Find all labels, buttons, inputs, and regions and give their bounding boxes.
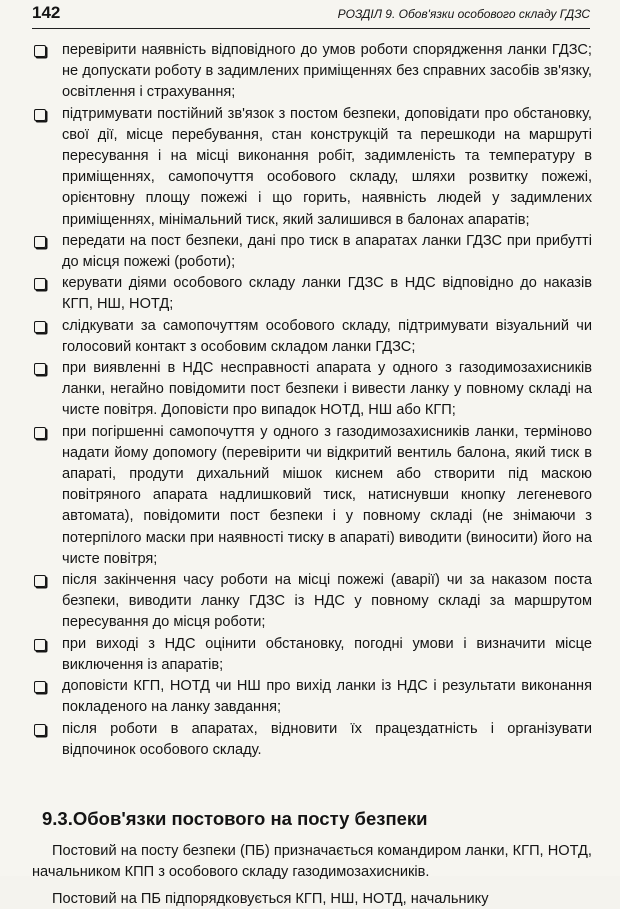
list-item [32, 422, 592, 570]
body-paragraph: Постовий на ПБ підпорядковується КГП, НШ, НОТД, начальнику [32, 889, 592, 909]
list-item-text: передати на пост безпеки, дані про тиск в апаратах ланки ГДЗС при прибутті до місця пожежі (роботи); [62, 233, 592, 270]
list-item [32, 570, 592, 634]
checkbox-bullet-icon [34, 109, 46, 121]
list-item-text: доповісти КГП, НОТД чи НШ про вихід ланки із НДС і результати виконання покладеного на ланку завдання; [62, 678, 592, 715]
checkbox-bullet-icon [34, 724, 46, 736]
checkbox-bullet-icon [34, 575, 46, 587]
checkbox-bullet-icon [34, 321, 46, 333]
checkbox-bullet-icon [34, 363, 46, 375]
list-item [32, 231, 592, 273]
list-item-text: слідкувати за самопочуттям особового складу, підтримувати візуальний чи голосовий контакт з особовим складом ланки ГДЗС; [62, 318, 592, 355]
list-item [32, 40, 592, 104]
list-item-text: при погіршенні самопочуття у одного з газодимозахисників ланки, терміново надати йому допомогу (перевірити чи відкритий вентиль балона, який тиск в апараті, продути дихальний мішок киснем або створити під маскою повітряного апарата надлишковий тиск, натиснувши кнопку легеневого автомата), повідомити пост безпеки і у повному складі (не знімаючи з потерпілого маски при наявності тиску в апараті) виводити (виносити) його на чисте повітря; [62, 424, 592, 567]
list-item [32, 358, 592, 422]
list-item [32, 316, 592, 358]
page-number: 142 [32, 3, 60, 23]
body-paragraph: Постовий на посту безпеки (ПБ) призначається командиром ланки, КГП, НОТД, начальником КПП з особового складу газодимозахисників. [32, 841, 592, 883]
section-heading: 9.3.Обов'язки постового на посту безпеки [32, 807, 592, 831]
list-item [32, 104, 592, 231]
list-item-text: керувати діями особового складу ланки ГДЗС в НДС відповідно до наказів КГП, НШ, НОТД; [62, 275, 592, 312]
checkbox-bullet-icon [34, 427, 46, 439]
checkbox-bullet-icon [34, 639, 46, 651]
list-item-text: при виході з НДС оцінити обстановку, погодні умови і визначити місце виключення із апаратів; [62, 636, 592, 673]
list-item-text: після роботи в апаратах, відновити їх працездатність і організувати відпочинок особового складу. [62, 721, 592, 758]
running-head: РОЗДІЛ 9. Обов'язки особового складу ГДЗС [338, 7, 590, 21]
list-item [32, 273, 592, 315]
checkbox-bullet-icon [34, 681, 46, 693]
list-item-text: при виявленні в НДС несправності апарата у одного з газодимозахисників ланки, негайно повідомити пост безпеки і вивести ланку у повному складі на чисте повітря. Доповісти про випадок НОТД, НШ або КГП; [62, 360, 592, 418]
list-item [32, 676, 592, 718]
checkbox-bullet-icon [34, 236, 46, 248]
list-item [32, 634, 592, 676]
list-item-text: підтримувати постійний зв'язок з постом безпеки, доповідати про обстановку, свої дії, місце перебування, стан конструкцій та перешкоди на маршруті пересування і на місці виконання робіт, задимленість та температуру в приміщеннях, самопочуття особового складу, шляхи розвитку пожежі, орієнтовну площу пожежі і що горить, наявність людей у задимлених приміщеннях, мінімальний тиск, який залишився в балонах апаратів; [62, 106, 592, 228]
checkbox-bullet-icon [34, 278, 46, 290]
checkbox-bullet-icon [34, 45, 46, 57]
list-item-text: перевірити наявність відповідного до умов роботи спорядження ланки ГДЗС; не допускати роботу в задимлених приміщеннях без справних засобів зв'язку, освітлення і страхування; [62, 42, 592, 100]
list-item-text: після закінчення часу роботи на місці пожежі (аварії) чи за наказом поста безпеки, виводити ланку ГДЗС із НДС у повному складі за маршрутом пересування до місця роботи; [62, 572, 592, 630]
page-header [32, 2, 590, 29]
list-item [32, 719, 592, 761]
page-content [32, 40, 592, 909]
duty-list [32, 40, 592, 761]
